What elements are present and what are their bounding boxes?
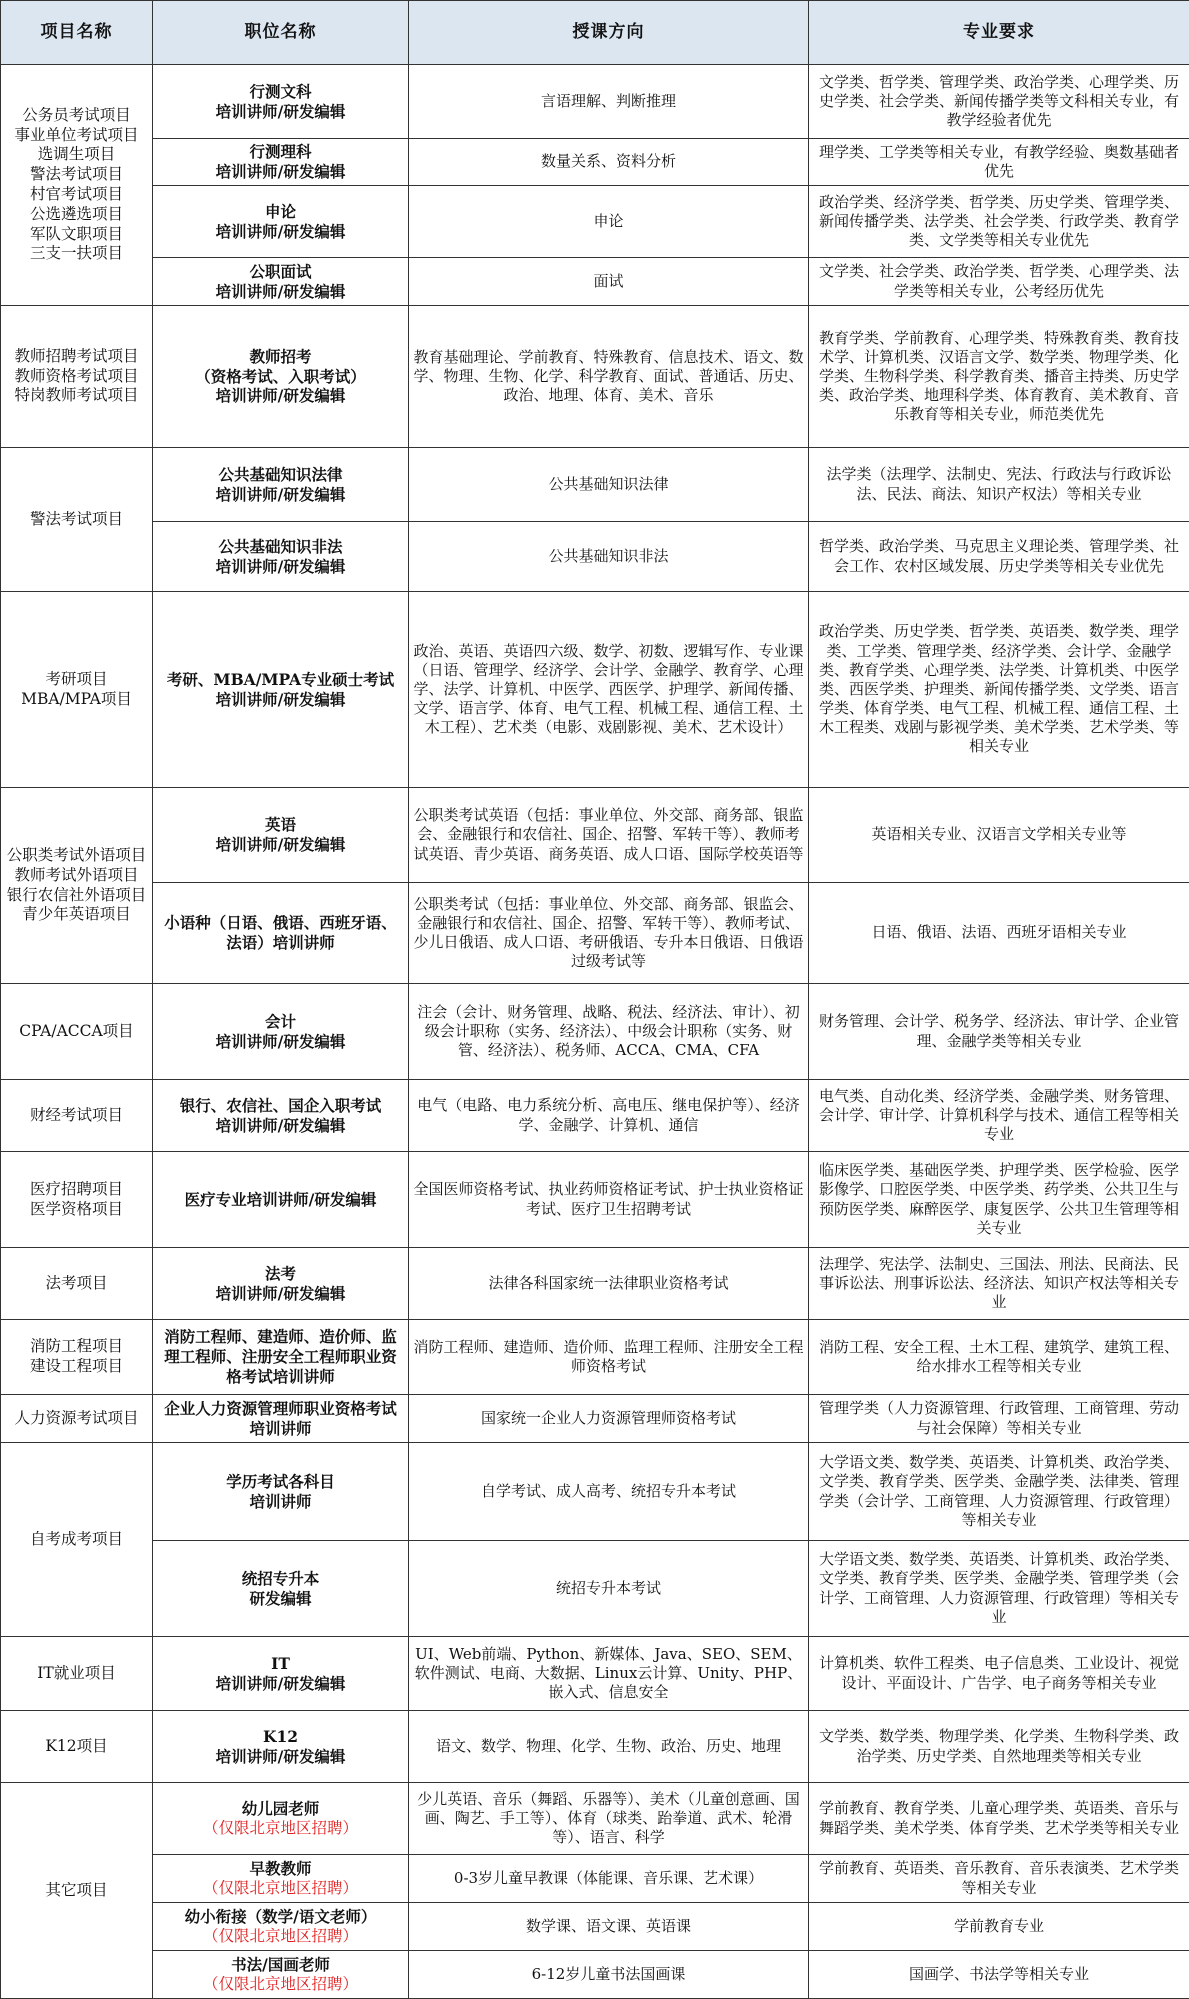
position-line: 书法/国画老师 [157,1955,404,1975]
table-row [1,1541,1189,1637]
project-line: 教师资格考试项目 [5,367,148,387]
project-line: 教师考试外语项目 [5,866,148,886]
position-line: 培训讲师/研发编辑 [157,282,404,302]
requirement-cell: 电气类、自动化类、经济学类、金融学类、财务管理、会计学、审计学、计算机科学与技术、通信工程等相关专业 [809,1080,1189,1152]
table-row [1,883,1189,984]
table-row [1,522,1189,592]
project-line: 人力资源考试项目 [5,1409,148,1429]
position-line: 培训讲师 [157,1492,404,1512]
direction-cell: 言语理解、判断推理 [409,65,809,139]
project-cell [1,788,153,984]
table-row [1,788,1189,883]
direction-cell: 电气（电路、电力系统分析、高电压、继电保护等）、经济学、金融学、计算机、通信 [409,1080,809,1152]
project-line: 银行农信社外语项目 [5,886,148,906]
project-line: 自考成考项目 [5,1530,148,1550]
position-cell [153,1903,409,1951]
position-cell [153,1855,409,1903]
position-line: 企业人力资源管理师职业资格考试培训讲师 [157,1399,404,1439]
position-cell [153,65,409,139]
project-line: 事业单位考试项目 [5,126,148,146]
requirement-cell: 政治学类、经济学类、哲学类、历史学类、管理学类、新闻传播学类、法学类、社会学类、行政学类、教育学类、文学类等相关专业优先 [809,186,1189,258]
table-row [1,65,1189,139]
position-line: 英语 [157,815,404,835]
requirement-cell: 学前教育、教育学类、儿童心理学类、英语类、音乐与舞蹈学类、美术学类、体育学类、艺术学类等相关专业 [809,1783,1189,1855]
table-row [1,1855,1189,1903]
position-line: 会计 [157,1012,404,1032]
direction-cell: 全国医师资格考试、执业药师资格证考试、护士执业资格证考试、医疗卫生招聘考试 [409,1152,809,1248]
project-cell [1,1080,153,1152]
position-line: 学历考试各科目 [157,1472,404,1492]
position-cell [153,1711,409,1783]
position-line: 培训讲师/研发编辑 [157,485,404,505]
position-cell [153,1637,409,1711]
position-line: 行测文科 [157,82,404,102]
position-cell [153,139,409,186]
requirement-cell: 文学类、哲学类、管理学类、政治学类、心理学类、历史学类、社会学类、新闻传播学类等文科相关专业，有教学经验者优先 [809,65,1189,139]
requirement-cell: 日语、俄语、法语、西班牙语相关专业 [809,883,1189,984]
requirement-cell: 哲学类、政治学类、马克思主义理论类、管理学类、社会工作、农村区域发展、历史学类等相关专业优先 [809,522,1189,592]
project-cell [1,1248,153,1320]
position-cell [153,1783,409,1855]
project-line: 军队文职项目 [5,225,148,245]
header-project: 项目名称 [1,1,153,65]
project-cell [1,1395,153,1443]
direction-cell: 消防工程师、建造师、造价师、监理工程师、注册安全工程师资格考试 [409,1320,809,1395]
position-cell [153,788,409,883]
table-row [1,306,1189,448]
direction-cell: 0-3岁儿童早教课（体能课、音乐课、艺术课） [409,1855,809,1903]
position-line: 幼儿园老师 [157,1799,404,1819]
project-line: 警法考试项目 [5,165,148,185]
project-line: 青少年英语项目 [5,905,148,925]
position-cell [153,448,409,522]
position-cell [153,1541,409,1637]
position-line: 医疗专业培训讲师/研发编辑 [157,1190,404,1210]
position-line: K12 [157,1727,404,1747]
position-cell [153,984,409,1080]
header-position: 职位名称 [153,1,409,65]
requirement-cell: 文学类、数学类、物理学类、化学类、生物科学类、政治学类、历史学类、自然地理类等相关专业 [809,1711,1189,1783]
direction-cell: 6-12岁儿童书法国画课 [409,1951,809,1999]
direction-cell: 公职类考试（包括：事业单位、外交部、商务部、银监会、金融银行和农信社、国企、招警、军转干等）、教师考试、少儿日俄语、成人口语、考研俄语、专升本日俄语、日俄语过级考试等 [409,883,809,984]
position-cell [153,1395,409,1443]
requirement-cell: 临床医学类、基础医学类、护理学类、医学检验、医学影像学、口腔医学类、中医学类、药学类、公共卫生与预防医学类、麻醉医学、康复医学、公共卫生管理等相关专业 [809,1152,1189,1248]
project-line: 公职类考试外语项目 [5,846,148,866]
position-cell [153,1443,409,1541]
header-direction: 授课方向 [409,1,809,65]
position-line: 公共基础知识法律 [157,465,404,485]
requirement-cell: 政治学类、历史学类、哲学类、英语类、数学类、理学类、工学类、管理学类、经济学类、会计学、金融学类、教育学类、心理学类、法学类、计算机类、中医学类、西医学类、护理类、新闻传播学类、文学类、语言学类、体育学类、电气工程、机械工程、通信工程、土木工程类、戏剧与影视学类、美术学类、艺术学类、等相关专业 [809,592,1189,788]
position-line: 培训讲师/研发编辑 [157,1116,404,1136]
project-cell [1,592,153,788]
position-line: 培训讲师/研发编辑 [157,162,404,182]
table-header-row [1,1,1189,65]
table-row [1,139,1189,186]
project-cell [1,1320,153,1395]
direction-cell: 政治、英语、英语四六级、数学、初数、逻辑写作、专业课（日语、管理学、经济学、会计学、金融学、教育学、心理学、法学、计算机、中医学、西医学、护理学、新闻传播、文学、语言学、体育、电气工程、机械工程、通信工程、土木工程）、艺术类（电影、戏剧影视、美术、艺术设计） [409,592,809,788]
project-cell [1,1443,153,1637]
position-line: 法考 [157,1264,404,1284]
position-cell [153,1248,409,1320]
position-line: 培训讲师/研发编辑 [157,690,404,710]
project-line: 消防工程项目 [5,1337,148,1357]
table-row [1,1903,1189,1951]
header-requirement: 专业要求 [809,1,1189,65]
project-cell [1,448,153,592]
project-line: K12项目 [5,1737,148,1757]
direction-cell: UI、Web前端、Python、新媒体、Java、SEO、SEM、软件测试、电商、大数据、Linux云计算、Unity、PHP、嵌入式、信息安全 [409,1637,809,1711]
project-line: 法考项目 [5,1274,148,1294]
position-line: 培训讲师/研发编辑 [157,557,404,577]
project-line: 公选遴选项目 [5,205,148,225]
region-note: （仅限北京地区招聘） [157,1927,404,1947]
project-line: 考研项目 [5,670,148,690]
table-row [1,186,1189,258]
requirement-cell: 财务管理、会计学、税务学、经济法、审计学、企业管理、金融学类等相关专业 [809,984,1189,1080]
table-row [1,1443,1189,1541]
project-cell [1,1711,153,1783]
position-cell [153,186,409,258]
requirement-cell: 法理学、宪法学、法制史、三国法、刑法、民商法、民事诉讼法、刑事诉讼法、经济法、知识产权法等相关专业 [809,1248,1189,1320]
project-line: 建设工程项目 [5,1357,148,1377]
project-line: 医学资格项目 [5,1200,148,1220]
project-line: 财经考试项目 [5,1106,148,1126]
position-cell [153,258,409,306]
requirement-cell: 学前教育、英语类、音乐教育、音乐表演类、艺术学类等相关专业 [809,1855,1189,1903]
region-note: （仅限北京地区招聘） [157,1819,404,1839]
position-line: 公共基础知识非法 [157,537,404,557]
position-line: 考研、MBA/MPA专业硕士考试 [157,670,404,690]
project-line: 特岗教师考试项目 [5,386,148,406]
requirement-cell: 计算机类、软件工程类、电子信息类、工业设计、视觉设计、平面设计、广告学、电子商务等相关专业 [809,1637,1189,1711]
position-line: （资格考试、入职考试） [157,367,404,387]
position-line: 研发编辑 [157,1589,404,1609]
requirement-cell: 教育学类、学前教育、心理学类、特殊教育类、教育技术学、计算机类、汉语言文学、数学类、物理学类、化学类、生物科学类、科学教育类、播音主持类、历史学类、政治学类、地理科学类、体育教育、美术教育、音乐教育等相关专业，师范类优先 [809,306,1189,448]
requirement-cell: 管理学类（人力资源管理、行政管理、工商管理、劳动与社会保障）等相关专业 [809,1395,1189,1443]
position-cell [153,1080,409,1152]
direction-cell: 面试 [409,258,809,306]
project-line: 选调生项目 [5,145,148,165]
position-line: 培训讲师/研发编辑 [157,1674,404,1694]
position-line: 银行、农信社、国企入职考试 [157,1096,404,1116]
requirement-cell: 学前教育专业 [809,1903,1189,1951]
direction-cell: 数量关系、资料分析 [409,139,809,186]
table-row [1,1248,1189,1320]
position-line: 培训讲师/研发编辑 [157,835,404,855]
position-cell [153,1152,409,1248]
direction-cell: 公共基础知识法律 [409,448,809,522]
position-line: 教师招考 [157,347,404,367]
position-cell [153,883,409,984]
position-line: IT [157,1654,404,1674]
project-cell [1,1783,153,1999]
project-line: 公务员考试项目 [5,106,148,126]
table-row [1,592,1189,788]
position-cell [153,1951,409,1999]
direction-cell: 公职类考试英语（包括：事业单位、外交部、商务部、银监会、金融银行和农信社、国企、招警、军转干等）、教师考试英语、青少英语、商务英语、成人口语、国际学校英语等 [409,788,809,883]
position-line: 公职面试 [157,262,404,282]
project-line: CPA/ACCA项目 [5,1022,148,1042]
requirement-cell: 消防工程、安全工程、土木工程、建筑学、建筑工程、给水排水工程等相关专业 [809,1320,1189,1395]
project-line: 三支一扶项目 [5,244,148,264]
table-row [1,984,1189,1080]
position-line: 早教教师 [157,1859,404,1879]
region-note: （仅限北京地区招聘） [157,1879,404,1899]
position-line: 消防工程师、建造师、造价师、监理工程师、注册安全工程师职业资格考试培训讲师 [157,1327,404,1386]
requirement-cell: 大学语文类、数学类、英语类、计算机类、政治学类、文学类、教育学类、医学类、金融学类、法律类、管理学类（会计学、工商管理、人力资源管理、行政管理）等相关专业 [809,1443,1189,1541]
position-cell [153,1320,409,1395]
position-line: 培训讲师/研发编辑 [157,386,404,406]
requirement-cell: 法学类（法理学、法制史、宪法、行政法与行政诉讼法、民法、商法、知识产权法）等相关专业 [809,448,1189,522]
project-line: 村官考试项目 [5,185,148,205]
project-line: MBA/MPA项目 [5,690,148,710]
project-line: IT就业项目 [5,1664,148,1684]
table-row [1,1783,1189,1855]
position-line: 幼小衔接（数学/语文老师） [157,1907,404,1927]
requirement-cell: 大学语文类、数学类、英语类、计算机类、政治学类、文学类、教育学类、医学类、金融学类、管理学类（会计学、工商管理、人力资源管理、行政管理）等相关专业 [809,1541,1189,1637]
direction-cell: 法律各科国家统一法律职业资格考试 [409,1248,809,1320]
direction-cell: 自学考试、成人高考、统招专升本考试 [409,1443,809,1541]
position-line: 申论 [157,202,404,222]
requirement-cell: 国画学、书法学等相关专业 [809,1951,1189,1999]
requirement-cell: 文学类、社会学类、政治学类、哲学类、心理学类、法学类等相关专业，公考经历优先 [809,258,1189,306]
position-cell [153,522,409,592]
direction-cell: 国家统一企业人力资源管理师资格考试 [409,1395,809,1443]
project-line: 教师招聘考试项目 [5,347,148,367]
position-line: 培训讲师/研发编辑 [157,1747,404,1767]
project-cell [1,306,153,448]
project-cell [1,1152,153,1248]
table-row [1,1711,1189,1783]
position-cell [153,306,409,448]
direction-cell: 统招专升本考试 [409,1541,809,1637]
position-line: 统招专升本 [157,1569,404,1589]
project-line: 其它项目 [5,1881,148,1901]
direction-cell: 公共基础知识非法 [409,522,809,592]
requirement-cell: 理学类、工学类等相关专业，有教学经验、奥数基础者优先 [809,139,1189,186]
table-row [1,1080,1189,1152]
position-line: 培训讲师/研发编辑 [157,1284,404,1304]
project-cell [1,65,153,306]
position-line: 培训讲师/研发编辑 [157,222,404,242]
position-line: 培训讲师/研发编辑 [157,1032,404,1052]
table-row [1,1951,1189,1999]
project-line: 警法考试项目 [5,510,148,530]
table-row [1,258,1189,306]
position-line: 小语种（日语、俄语、西班牙语、法语）培训讲师 [157,913,404,953]
project-cell [1,1637,153,1711]
table-row [1,1395,1189,1443]
requirement-cell: 英语相关专业、汉语言文学相关专业等 [809,788,1189,883]
direction-cell: 语文、数学、物理、化学、生物、政治、历史、地理 [409,1711,809,1783]
direction-cell: 申论 [409,186,809,258]
direction-cell: 数学课、语文课、英语课 [409,1903,809,1951]
direction-cell: 注会（会计、财务管理、战略、税法、经济法、审计）、初级会计职称（实务、经济法）、中级会计职称（实务、财管、经济法）、税务师、ACCA、CMA、CFA [409,984,809,1080]
project-cell [1,984,153,1080]
region-note: （仅限北京地区招聘） [157,1975,404,1995]
table-row [1,1152,1189,1248]
position-line: 培训讲师/研发编辑 [157,102,404,122]
position-line: 行测理科 [157,142,404,162]
table-row [1,1320,1189,1395]
position-cell [153,592,409,788]
table-row [1,1637,1189,1711]
direction-cell: 教育基础理论、学前教育、特殊教育、信息技术、语文、数学、物理、生物、化学、科学教育、面试、普通话、历史、政治、地理、体育、美术、音乐 [409,306,809,448]
table-row [1,448,1189,522]
project-line: 医疗招聘项目 [5,1180,148,1200]
direction-cell: 少儿英语、音乐（舞蹈、乐器等）、美术（儿童创意画、国画、陶艺、手工等）、体育（球类、跆拳道、武术、轮滑等）、语言、科学 [409,1783,809,1855]
